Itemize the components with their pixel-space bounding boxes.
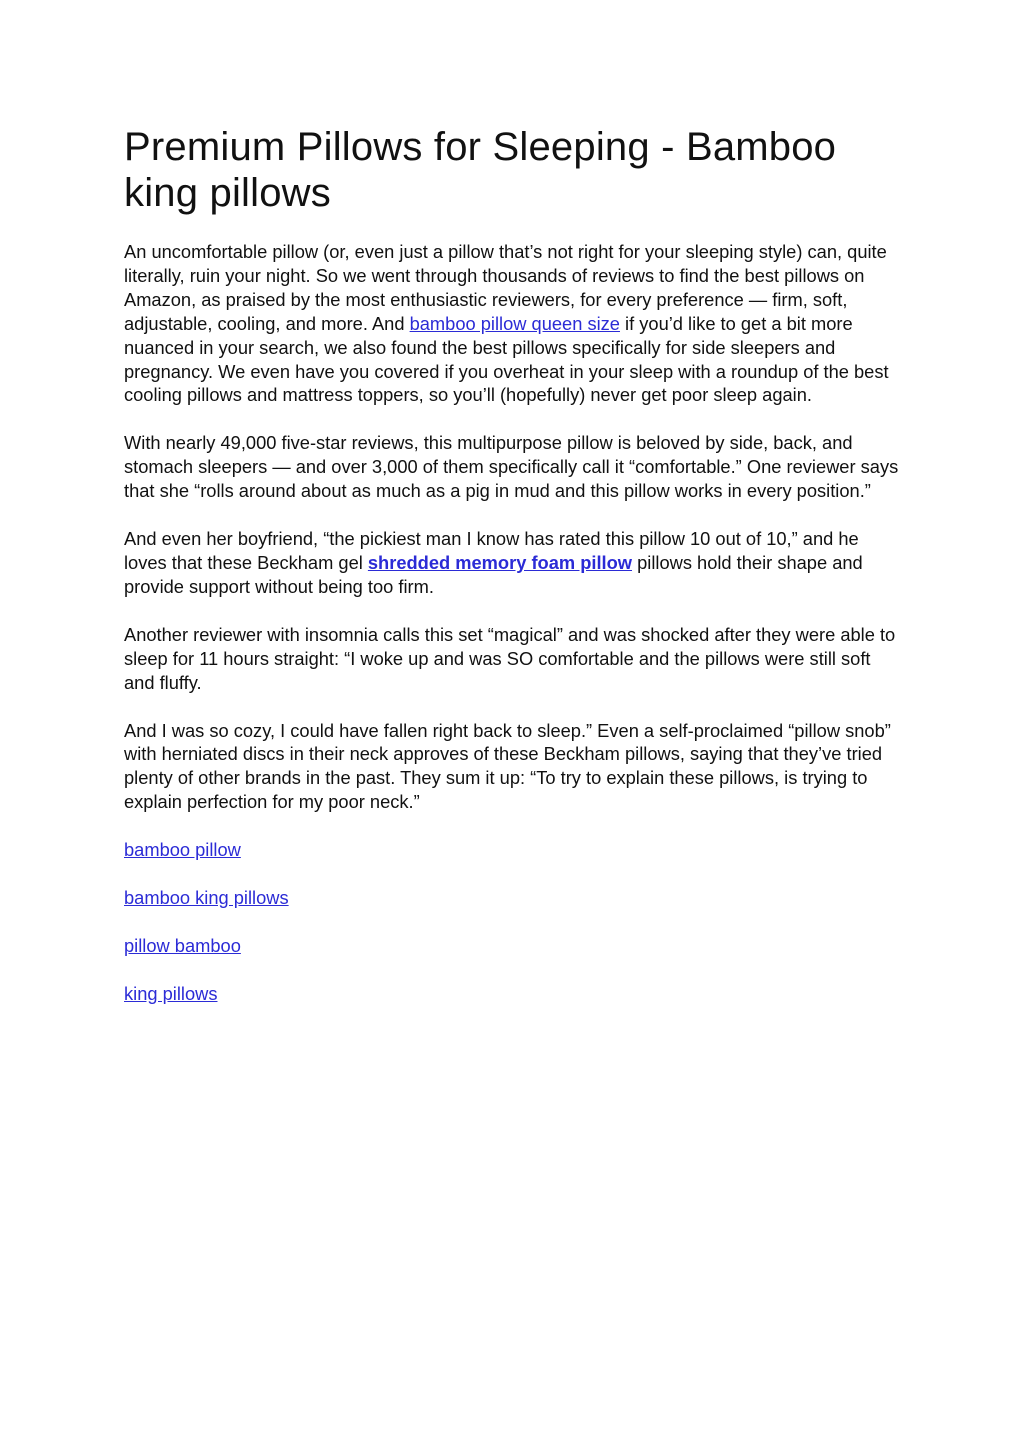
paragraph-intro-text-start: An uncomfortable pillow (or, even just a pillow that’s not right for your sleeping style) can, quite literally, ruin your night. So we went through thousands of reviews to find the best pillows on Amazon, as praised by the most enthusiastic reviewers, for every preference — firm, soft, adjustable, cooling, and more. And <box>124 241 887 334</box>
list-item <box>124 934 904 958</box>
list-item <box>124 838 904 862</box>
paragraph-reviews: With nearly 49,000 five-star reviews, this multipurpose pillow is beloved by side, back, and stomach sleepers — and over 3,000 of them specifically call it “comfortable.” One reviewer says that she “rolls around about as much as a pig in mud and this pillow works in every position.” <box>124 432 899 502</box>
paragraph-boyfriend <box>124 527 904 599</box>
related-links-list <box>124 838 904 1006</box>
paragraph-intro <box>124 240 904 407</box>
bamboo-pillow-link[interactable]: bamboo pillow <box>124 839 241 861</box>
bamboo-king-pillows-link[interactable]: bamboo king pillows <box>124 887 289 909</box>
bamboo-pillow-queen-size-link[interactable]: bamboo pillow queen size <box>409 312 620 334</box>
paragraph-boyfriend-text-end: pillows hold their shape and provide support without being too firm. <box>124 551 863 597</box>
list-item <box>124 982 904 1006</box>
paragraph-intro-text-end: if you’d like to get a bit more nuanced in your search, we also found the best pillows specifically for side sleepers and pregnancy. We even have you covered if you overheat in your sleep with a roundup of the best cooling pillows and mattress toppers, so you’ll (hopefully) never get poor sleep again. <box>124 312 889 406</box>
shredded-memory-foam-pillow-link[interactable]: shredded memory foam pillow <box>367 551 633 573</box>
paragraph-boyfriend-text-start: And even her boyfriend, “the pickiest man I know has rated this pillow 10 out of 10,” and he loves that these Beckham gel <box>124 528 859 573</box>
paragraph-insomnia: Another reviewer with insomnia calls this set “magical” and was shocked after they were able to sleep for 11 hours straight: “I woke up and was SO comfortable and the pillows were still soft and fluffy. <box>124 623 896 693</box>
pillow-bamboo-link[interactable]: pillow bamboo <box>124 934 241 956</box>
paragraph-cozy: And I was so cozy, I could have fallen right back to sleep.” Even a self-proclaimed “pillow snob” with herniated discs in their neck approves of these Beckham pillows, saying that they’ve tried plenty of other brands in the past. They sum it up: “To try to explain these pillows, is trying to explain perfection for my poor neck.” <box>124 719 891 813</box>
document-page <box>124 124 904 1006</box>
page-title: Premium Pillows for Sleeping - Bamboo king pillows <box>124 125 837 215</box>
list-item <box>124 886 904 910</box>
king-pillows-link[interactable]: king pillows <box>124 982 218 1004</box>
